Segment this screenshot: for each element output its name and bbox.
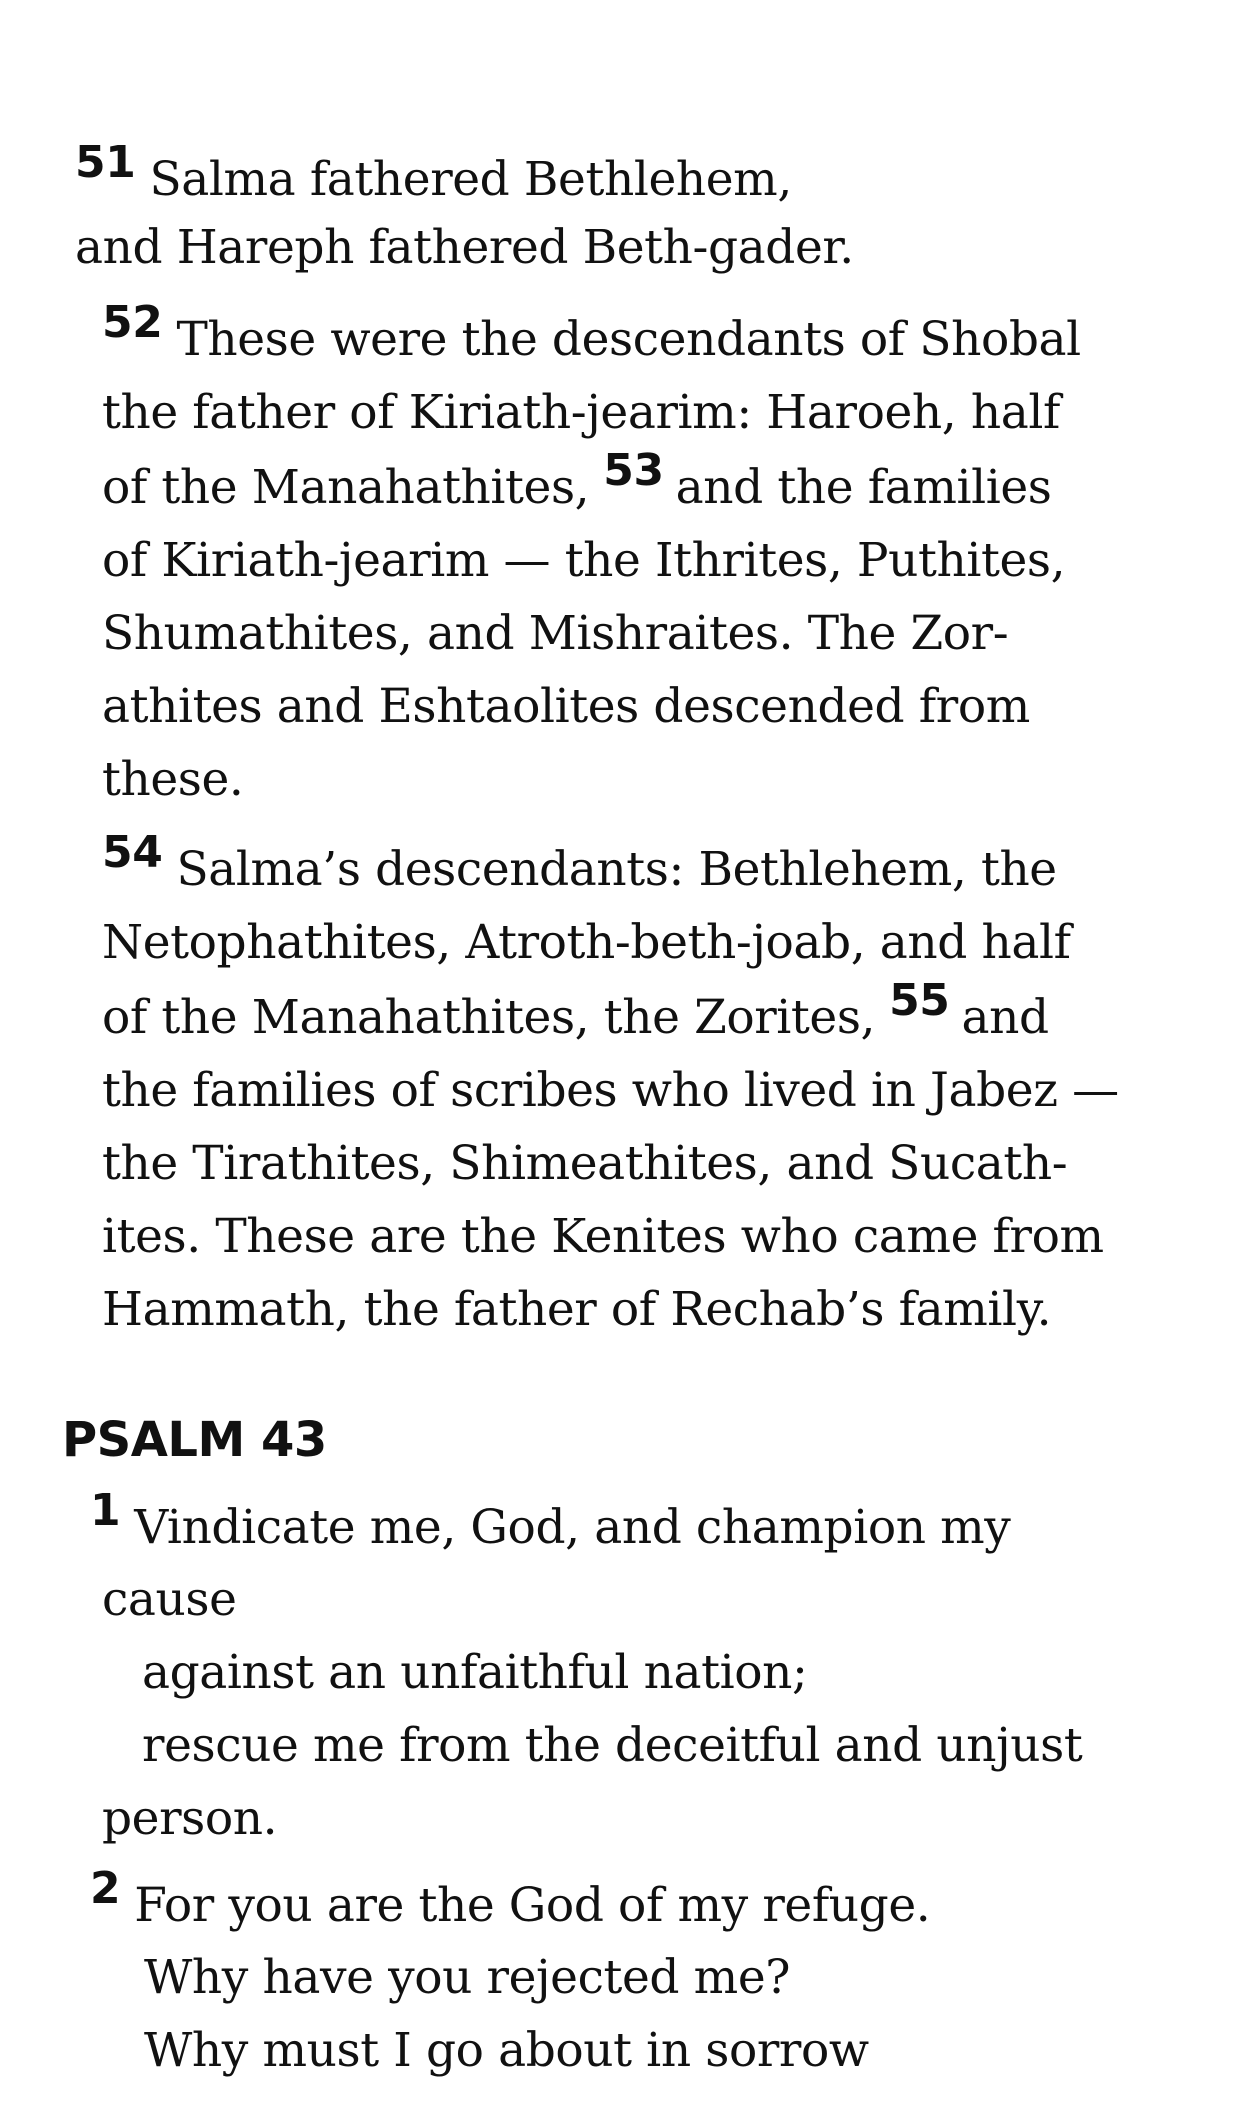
verse-55-line-5: the Tirathites, Shimeathites, and Sucath- [102, 1136, 1068, 1191]
verse-54-55-line-3 [102, 975, 1049, 1049]
psalm-verse-1-line-1 [90, 1485, 1011, 1559]
verse-54-text-1: Salma’s descendants: Bethlehem, the [176, 842, 1057, 897]
verse-54-line-2: Netophathites, Atroth-beth-joab, and half [102, 915, 1071, 970]
verse-52-line-1 [102, 297, 1081, 371]
psalm-verse-1-line-2: cause [102, 1572, 237, 1627]
verse-54-text-3: of the Manahathites, the Zorites, [102, 990, 876, 1045]
verse-55-line-4: the families of scribes who lived in Jabez — [102, 1063, 1119, 1118]
psalm-verse-1-line-4: rescue me from the deceitful and unjust [142, 1718, 1083, 1773]
psalm-verse-1-line-5: person. [102, 1791, 278, 1846]
verse-53-line-4: of Kiriath-jearim — the Ithrites, Puthites, [102, 533, 1066, 588]
verse-52-line-2: the father of Kiriath-jearim: Haroeh, half [102, 385, 1060, 440]
verse-53-line-7: these. [102, 752, 244, 807]
psalm-verse-1-text-1: Vindicate me, God, and champion my [134, 1500, 1011, 1555]
verse-53-line-6: athites and Eshtaolites descended from [102, 679, 1030, 734]
verse-number-53: 53 [603, 445, 664, 496]
psalm-verse-2-text-1: For you are the God of my refuge. [134, 1878, 931, 1933]
psalm-verse-1-line-3: against an unfaithful nation; [142, 1645, 808, 1700]
verse-55-text-3: and [961, 990, 1049, 1045]
verse-52-text-1: These were the descendants of Shobal [176, 312, 1081, 367]
psalm-verse-2-line-3: Why must I go about in sorrow [144, 2023, 869, 2078]
psalm-verse-number-2: 2 [90, 1863, 121, 1914]
psalm-verse-2-line-1 [90, 1863, 931, 1937]
verse-number-55: 55 [889, 975, 950, 1026]
verse-52-text-3: of the Manahathites, [102, 460, 590, 515]
verse-51-line-1 [75, 137, 792, 211]
verse-51-text-1: Salma fathered Bethlehem, [149, 152, 792, 207]
verse-number-54: 54 [102, 827, 163, 878]
verse-51-line-2: and Hareph fathered Beth-gader. [75, 220, 854, 275]
psalm-heading: PSALM 43 [62, 1412, 327, 1468]
verse-54-line-1 [102, 827, 1057, 901]
verse-52-53-line-3 [102, 445, 1052, 519]
verse-55-line-7: Hammath, the father of Rechab’s family. [102, 1282, 1052, 1337]
psalm-verse-2-line-2: Why have you rejected me? [144, 1950, 791, 2005]
psalm-verse-number-1: 1 [90, 1485, 121, 1536]
verse-number-51: 51 [75, 137, 136, 188]
verse-55-line-6: ites. These are the Kenites who came from [102, 1209, 1104, 1264]
verse-53-text-3: and the families [675, 460, 1052, 515]
verse-number-52: 52 [102, 297, 163, 348]
verse-53-line-5: Shumathites, and Mishraites. The Zor- [102, 606, 1009, 661]
